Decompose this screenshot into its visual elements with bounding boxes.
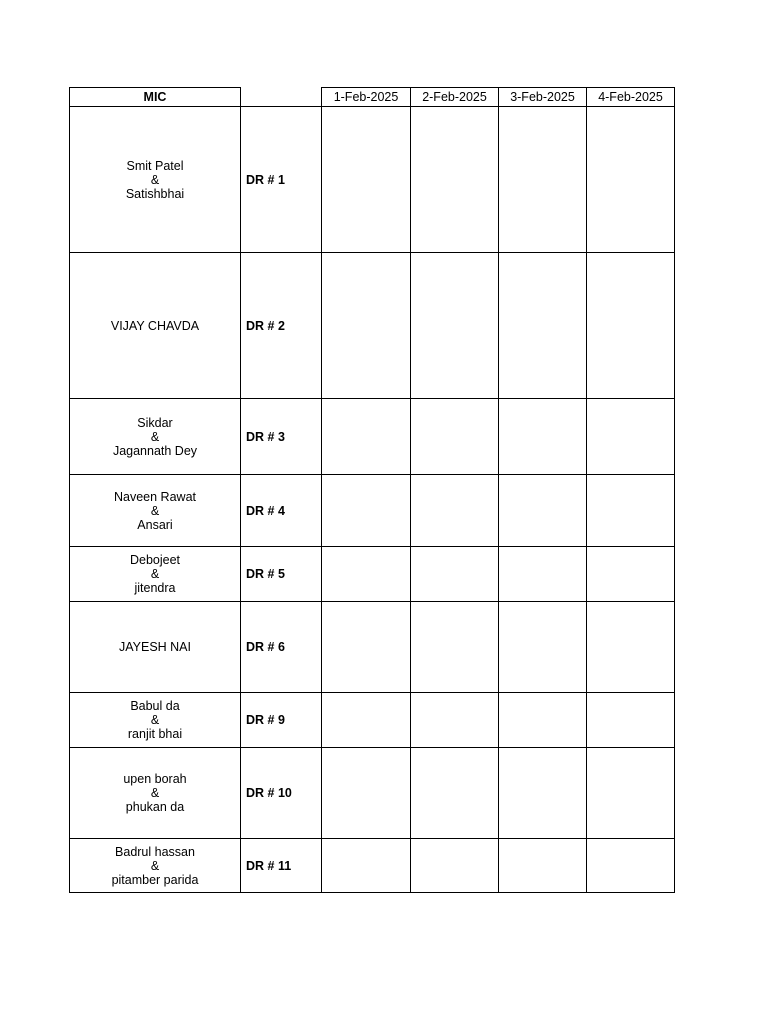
date-header-3: 3-Feb-2025 (499, 88, 587, 107)
date-cell-3[interactable] (499, 693, 587, 748)
dr-cell: DR # 10 (241, 748, 322, 839)
dr-cell: DR # 6 (241, 602, 322, 693)
table-row (70, 547, 675, 602)
mic-name-line: upen borah (123, 772, 187, 786)
mic-name-line: pitamber parida (111, 872, 199, 887)
table-row (70, 107, 675, 253)
table-row (70, 748, 675, 839)
dr-cell: DR # 3 (241, 399, 322, 475)
mic-cell (70, 547, 241, 602)
date-cell-2[interactable] (411, 253, 499, 399)
header-row (70, 88, 675, 107)
dr-cell: DR # 2 (241, 253, 322, 399)
mic-name-line: & (150, 172, 160, 187)
mic-name-line: & (150, 503, 160, 518)
date-cell-4[interactable] (587, 253, 675, 399)
mic-name-line: Sikdar (137, 415, 173, 430)
mic-name-line: Naveen Rawat (114, 489, 196, 504)
mic-name-line: JAYESH NAI (118, 640, 191, 654)
date-cell-1[interactable] (322, 602, 411, 693)
dr-cell: DR # 9 (241, 693, 322, 748)
mic-cell (70, 693, 241, 748)
date-cell-4[interactable] (587, 107, 675, 253)
mic-cell (70, 107, 241, 253)
table-row (70, 693, 675, 748)
date-cell-2[interactable] (411, 547, 499, 602)
date-cell-4[interactable] (587, 399, 675, 475)
date-cell-2[interactable] (411, 107, 499, 253)
table-row (70, 839, 675, 893)
mic-name-line: VIJAY CHAVDA (110, 318, 200, 333)
mic-cell (70, 839, 241, 893)
mic-name-line: & (150, 567, 160, 581)
mic-cell (70, 475, 241, 547)
mic-name-line: phukan da (125, 800, 185, 814)
mic-cell (70, 602, 241, 693)
date-cell-2[interactable] (411, 839, 499, 893)
date-cell-1[interactable] (322, 748, 411, 839)
date-cell-1[interactable] (322, 547, 411, 602)
mic-name-line: Jagannath Dey (112, 443, 198, 458)
date-header-4: 4-Feb-2025 (587, 88, 675, 107)
mic-name-line: ranjit bhai (127, 727, 183, 741)
date-cell-2[interactable] (411, 748, 499, 839)
dr-cell: DR # 1 (241, 107, 322, 253)
mic-name-line: Debojeet (129, 553, 181, 567)
date-cell-3[interactable] (499, 839, 587, 893)
dr-cell: DR # 5 (241, 547, 322, 602)
date-cell-3[interactable] (499, 253, 587, 399)
date-cell-3[interactable] (499, 107, 587, 253)
mic-name-line: Satishbhai (125, 186, 185, 201)
date-cell-2[interactable] (411, 475, 499, 547)
mic-name-line: Badrul hassan (115, 844, 195, 859)
date-cell-3[interactable] (499, 602, 587, 693)
mic-name-line: jitendra (134, 581, 176, 595)
table-row (70, 253, 675, 399)
date-cell-1[interactable] (322, 693, 411, 748)
table-row (70, 602, 675, 693)
date-cell-4[interactable] (587, 839, 675, 893)
date-cell-4[interactable] (587, 748, 675, 839)
date-cell-1[interactable] (322, 475, 411, 547)
date-cell-4[interactable] (587, 547, 675, 602)
mic-cell (70, 253, 241, 399)
table-row (70, 475, 675, 547)
date-cell-1[interactable] (322, 107, 411, 253)
date-cell-2[interactable] (411, 693, 499, 748)
date-cell-2[interactable] (411, 399, 499, 475)
date-cell-3[interactable] (499, 399, 587, 475)
duty-roster-table (69, 87, 675, 893)
mic-name-line: Ansari (137, 517, 173, 532)
dr-header-blank (241, 88, 322, 107)
date-cell-4[interactable] (587, 602, 675, 693)
date-cell-1[interactable] (322, 253, 411, 399)
mic-name-line: Smit Patel (126, 158, 184, 173)
dr-cell: DR # 11 (241, 839, 322, 893)
mic-name-line: & (150, 429, 160, 444)
date-cell-1[interactable] (322, 839, 411, 893)
date-cell-3[interactable] (499, 748, 587, 839)
date-cell-4[interactable] (587, 693, 675, 748)
date-cell-2[interactable] (411, 602, 499, 693)
date-cell-1[interactable] (322, 399, 411, 475)
mic-name-line: & (150, 713, 160, 727)
date-header-2: 2-Feb-2025 (411, 88, 499, 107)
dr-cell: DR # 4 (241, 475, 322, 547)
table-row (70, 399, 675, 475)
date-header-1: 1-Feb-2025 (322, 88, 411, 107)
mic-name-line: Babul da (130, 699, 180, 713)
mic-cell (70, 399, 241, 475)
mic-header: MIC (70, 88, 241, 107)
mic-name-line: & (150, 858, 160, 873)
mic-cell (70, 748, 241, 839)
date-cell-3[interactable] (499, 547, 587, 602)
mic-name-line: & (150, 786, 160, 800)
date-cell-3[interactable] (499, 475, 587, 547)
date-cell-4[interactable] (587, 475, 675, 547)
